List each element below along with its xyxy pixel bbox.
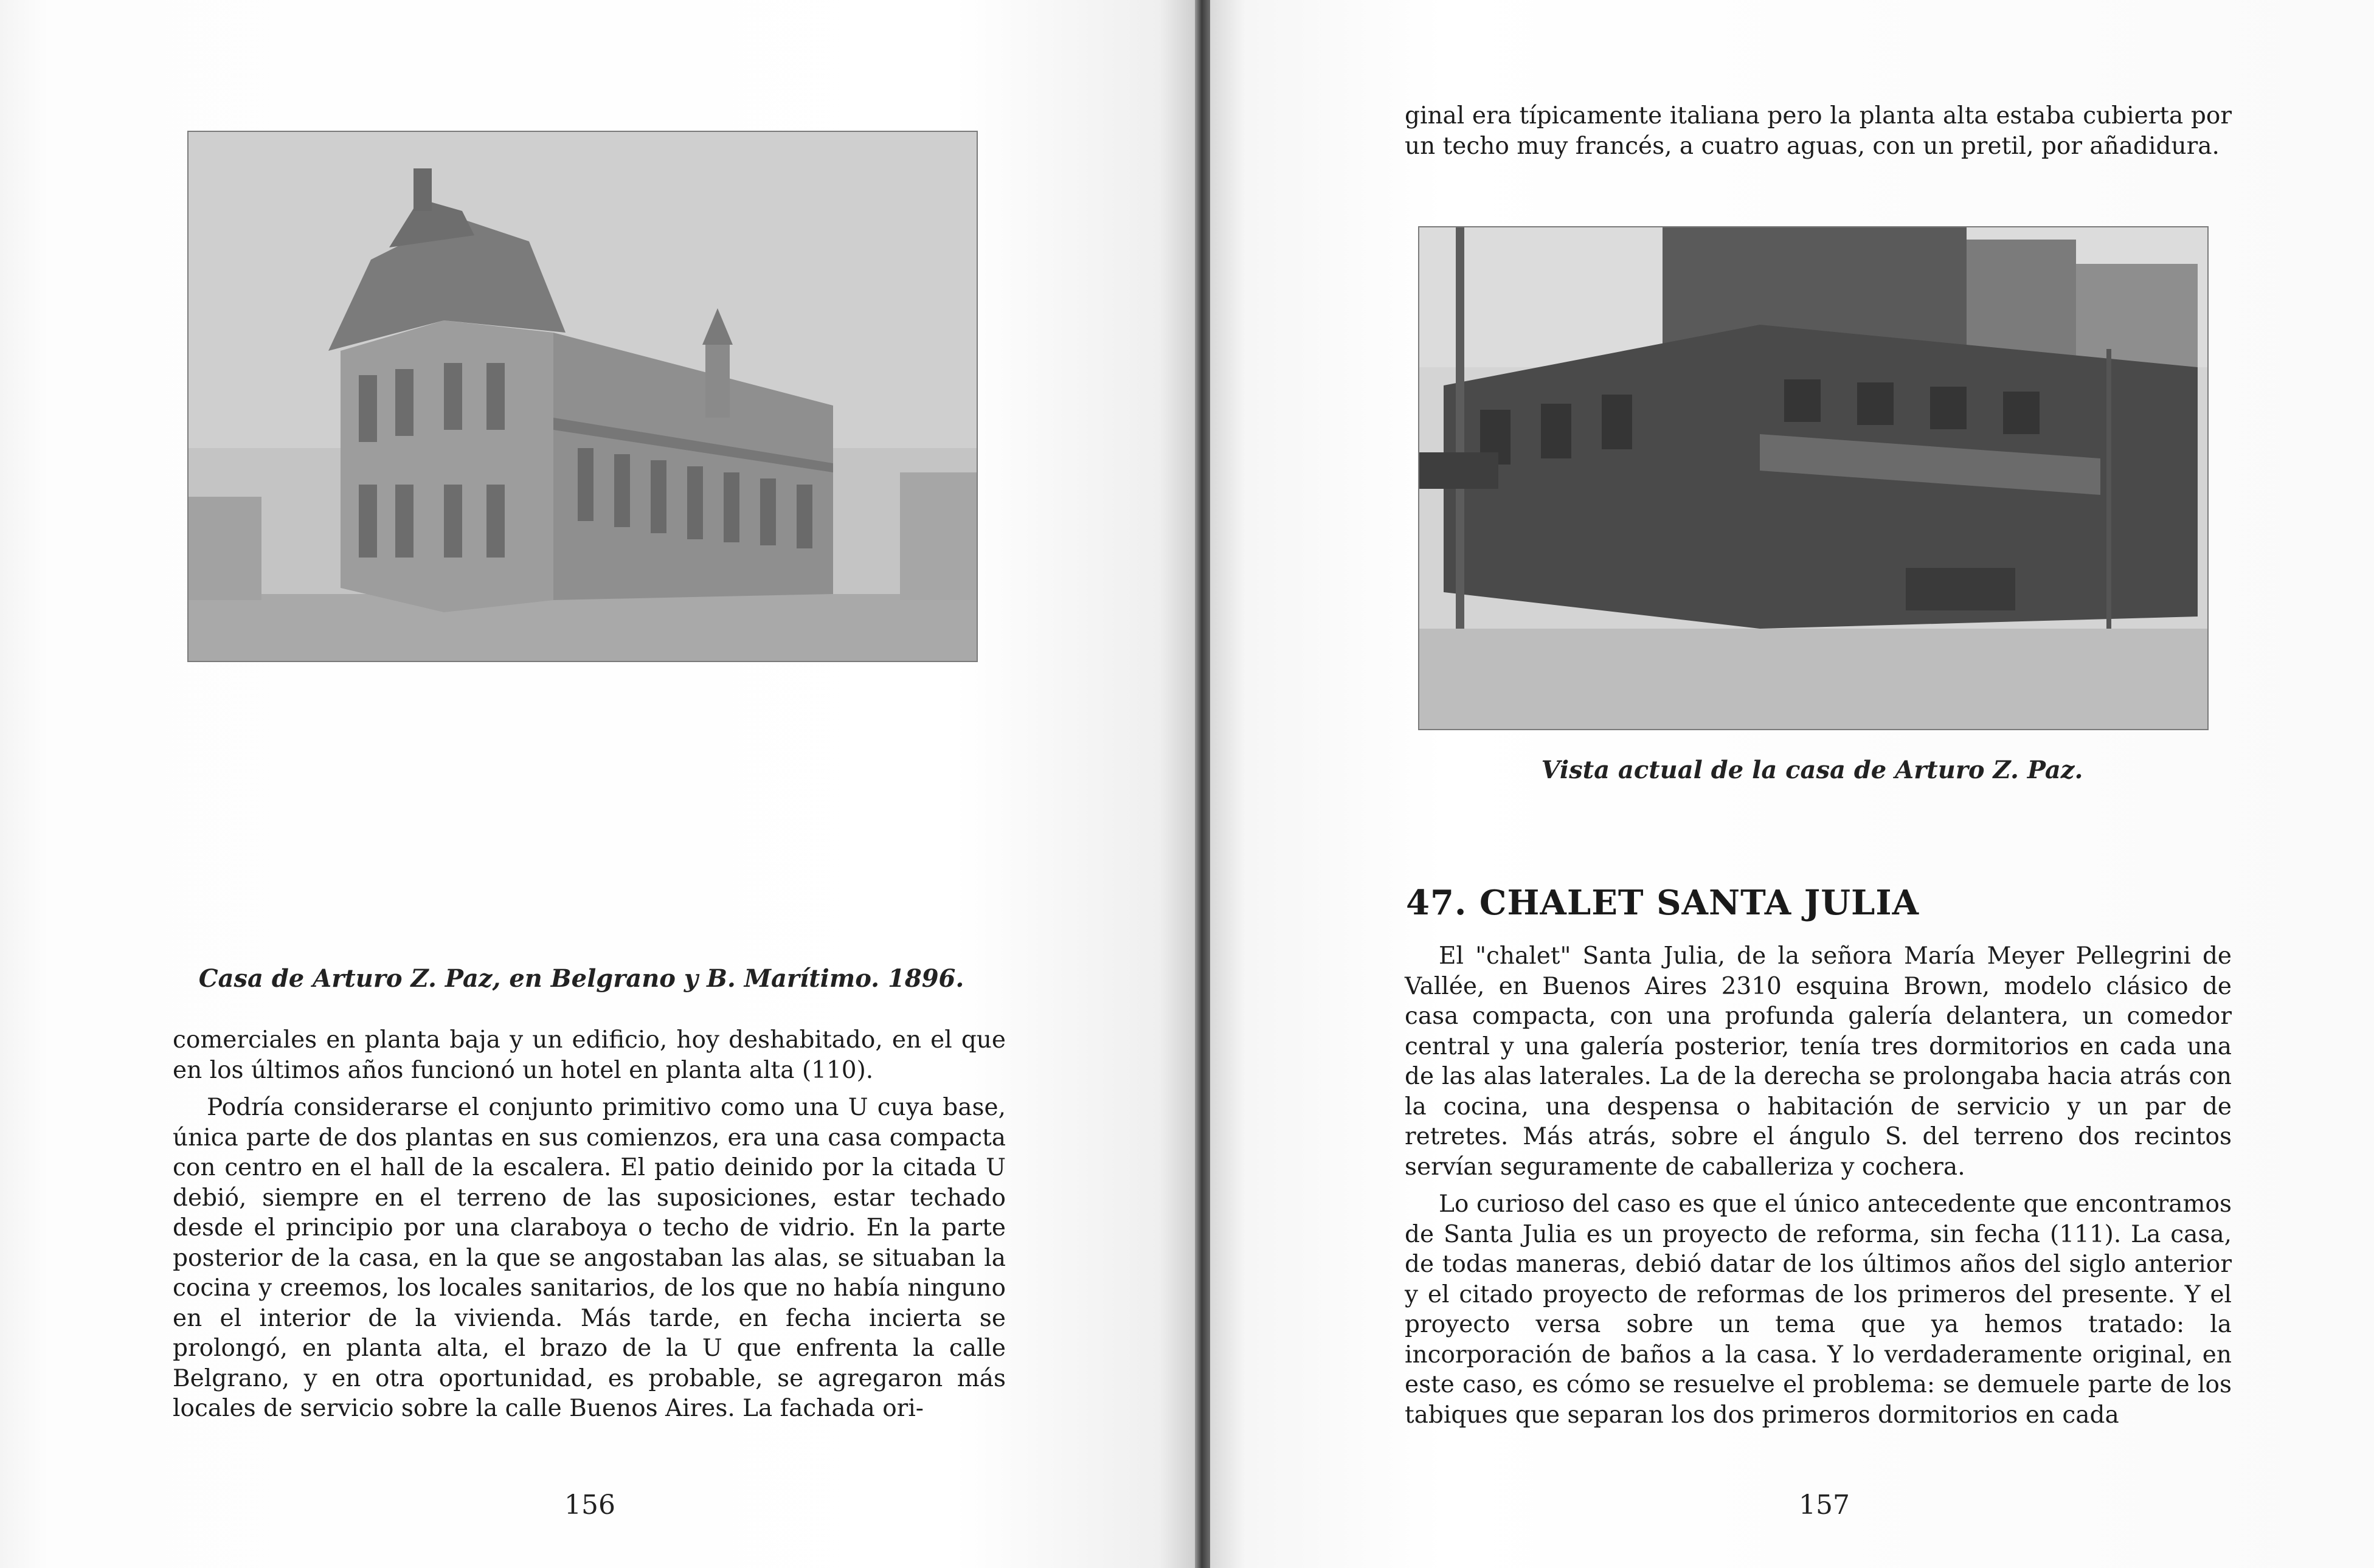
paragraph: Podría considerarse el conjunto primitivo como una U cuya base, única parte de dos plantas en sus comienzos, era una casa compacta con centro en el hall de la escalera. El patio deinido por la citada U debió, siempre en el terreno de las suposiciones, estar techado desde el principio por una claraboya o techo de vidrio. En la parte posterior de la casa, en la que se angostaban las alas, se situaban la cocina y creemos, los locales sanitarios, de los que no había ninguno en el interior de la vivienda. Más tarde, en fecha incierta se prolongó, en planta alta, el brazo de la U que enfrenta la calle Belgrano, y en otra oportunidad, es probable, se agregaron más locales de servicio sobre la calle Buenos Aires. La fachada ori-: [173, 1094, 1006, 1422]
photo-casa-arturo-paz: [187, 131, 978, 662]
right-page: [1210, 0, 2374, 1568]
page-number: 157: [1799, 1490, 1850, 1521]
paragraph: comerciales en planta baja y un edificio, hoy deshabitado, en el que en los últimos años funcionó un hotel en planta alta (110).: [173, 1026, 1006, 1084]
page-number: 156: [564, 1490, 615, 1521]
photo-caption: Vista actual de la casa de Arturo Z. Paz.: [1541, 756, 2083, 784]
book-gutter: [1195, 0, 1210, 1568]
paragraph: Lo curioso del caso es que el único antecedente que encontramos de Santa Julia es un proyecto de reforma, sin fecha (111). La casa, de todas maneras, debió datar de los últimos años del siglo anterior y el citado proyecto de reformas de los primeros del presente. Y el proyecto versa sobre un tema que ya hemos tratado: la incorporación de baños a la casa. Y lo verdaderamente original, en este caso, es cómo se resuelve el problema: se demuele parte de los tabiques que separan los dos primeros dormitorios en cada: [1405, 1190, 2232, 1429]
photo-caption: Casa de Arturo Z. Paz, en Belgrano y B. Marítimo. 1896.: [198, 964, 964, 993]
right-intro-text: [1405, 101, 2232, 168]
paragraph: ginal era típicamente italiana pero la planta alta estaba cubierta por un techo muy francés, a cuatro aguas, con un pretil, por añadidura.: [1405, 102, 2232, 160]
street-view-illustration: [1419, 227, 2207, 729]
paragraph: El "chalet" Santa Julia, de la señora María Meyer Pellegrini de Vallée, en Buenos Aires 2310 esquina Brown, modelo clásico de casa compacta, con una profunda galería delantera, un comedor central y una galería posterior, tenía tres dormitorios en cada una de las alas laterales. La de la derecha se prolongaba hacia atrás con la cocina, una despensa o habitación de servicio y un par de retretes. Más atrás, sobre el ángulo S. del terreno dos recintos servían seguramente de caballeriza y cochera.: [1405, 942, 2232, 1181]
building-illustration: [189, 132, 977, 661]
right-body-text: [1405, 941, 2232, 1437]
photo-vista-actual: [1418, 226, 2209, 730]
left-body-text: [173, 1025, 1006, 1431]
section-heading: 47. CHALET SANTA JULIA: [1406, 883, 1920, 923]
